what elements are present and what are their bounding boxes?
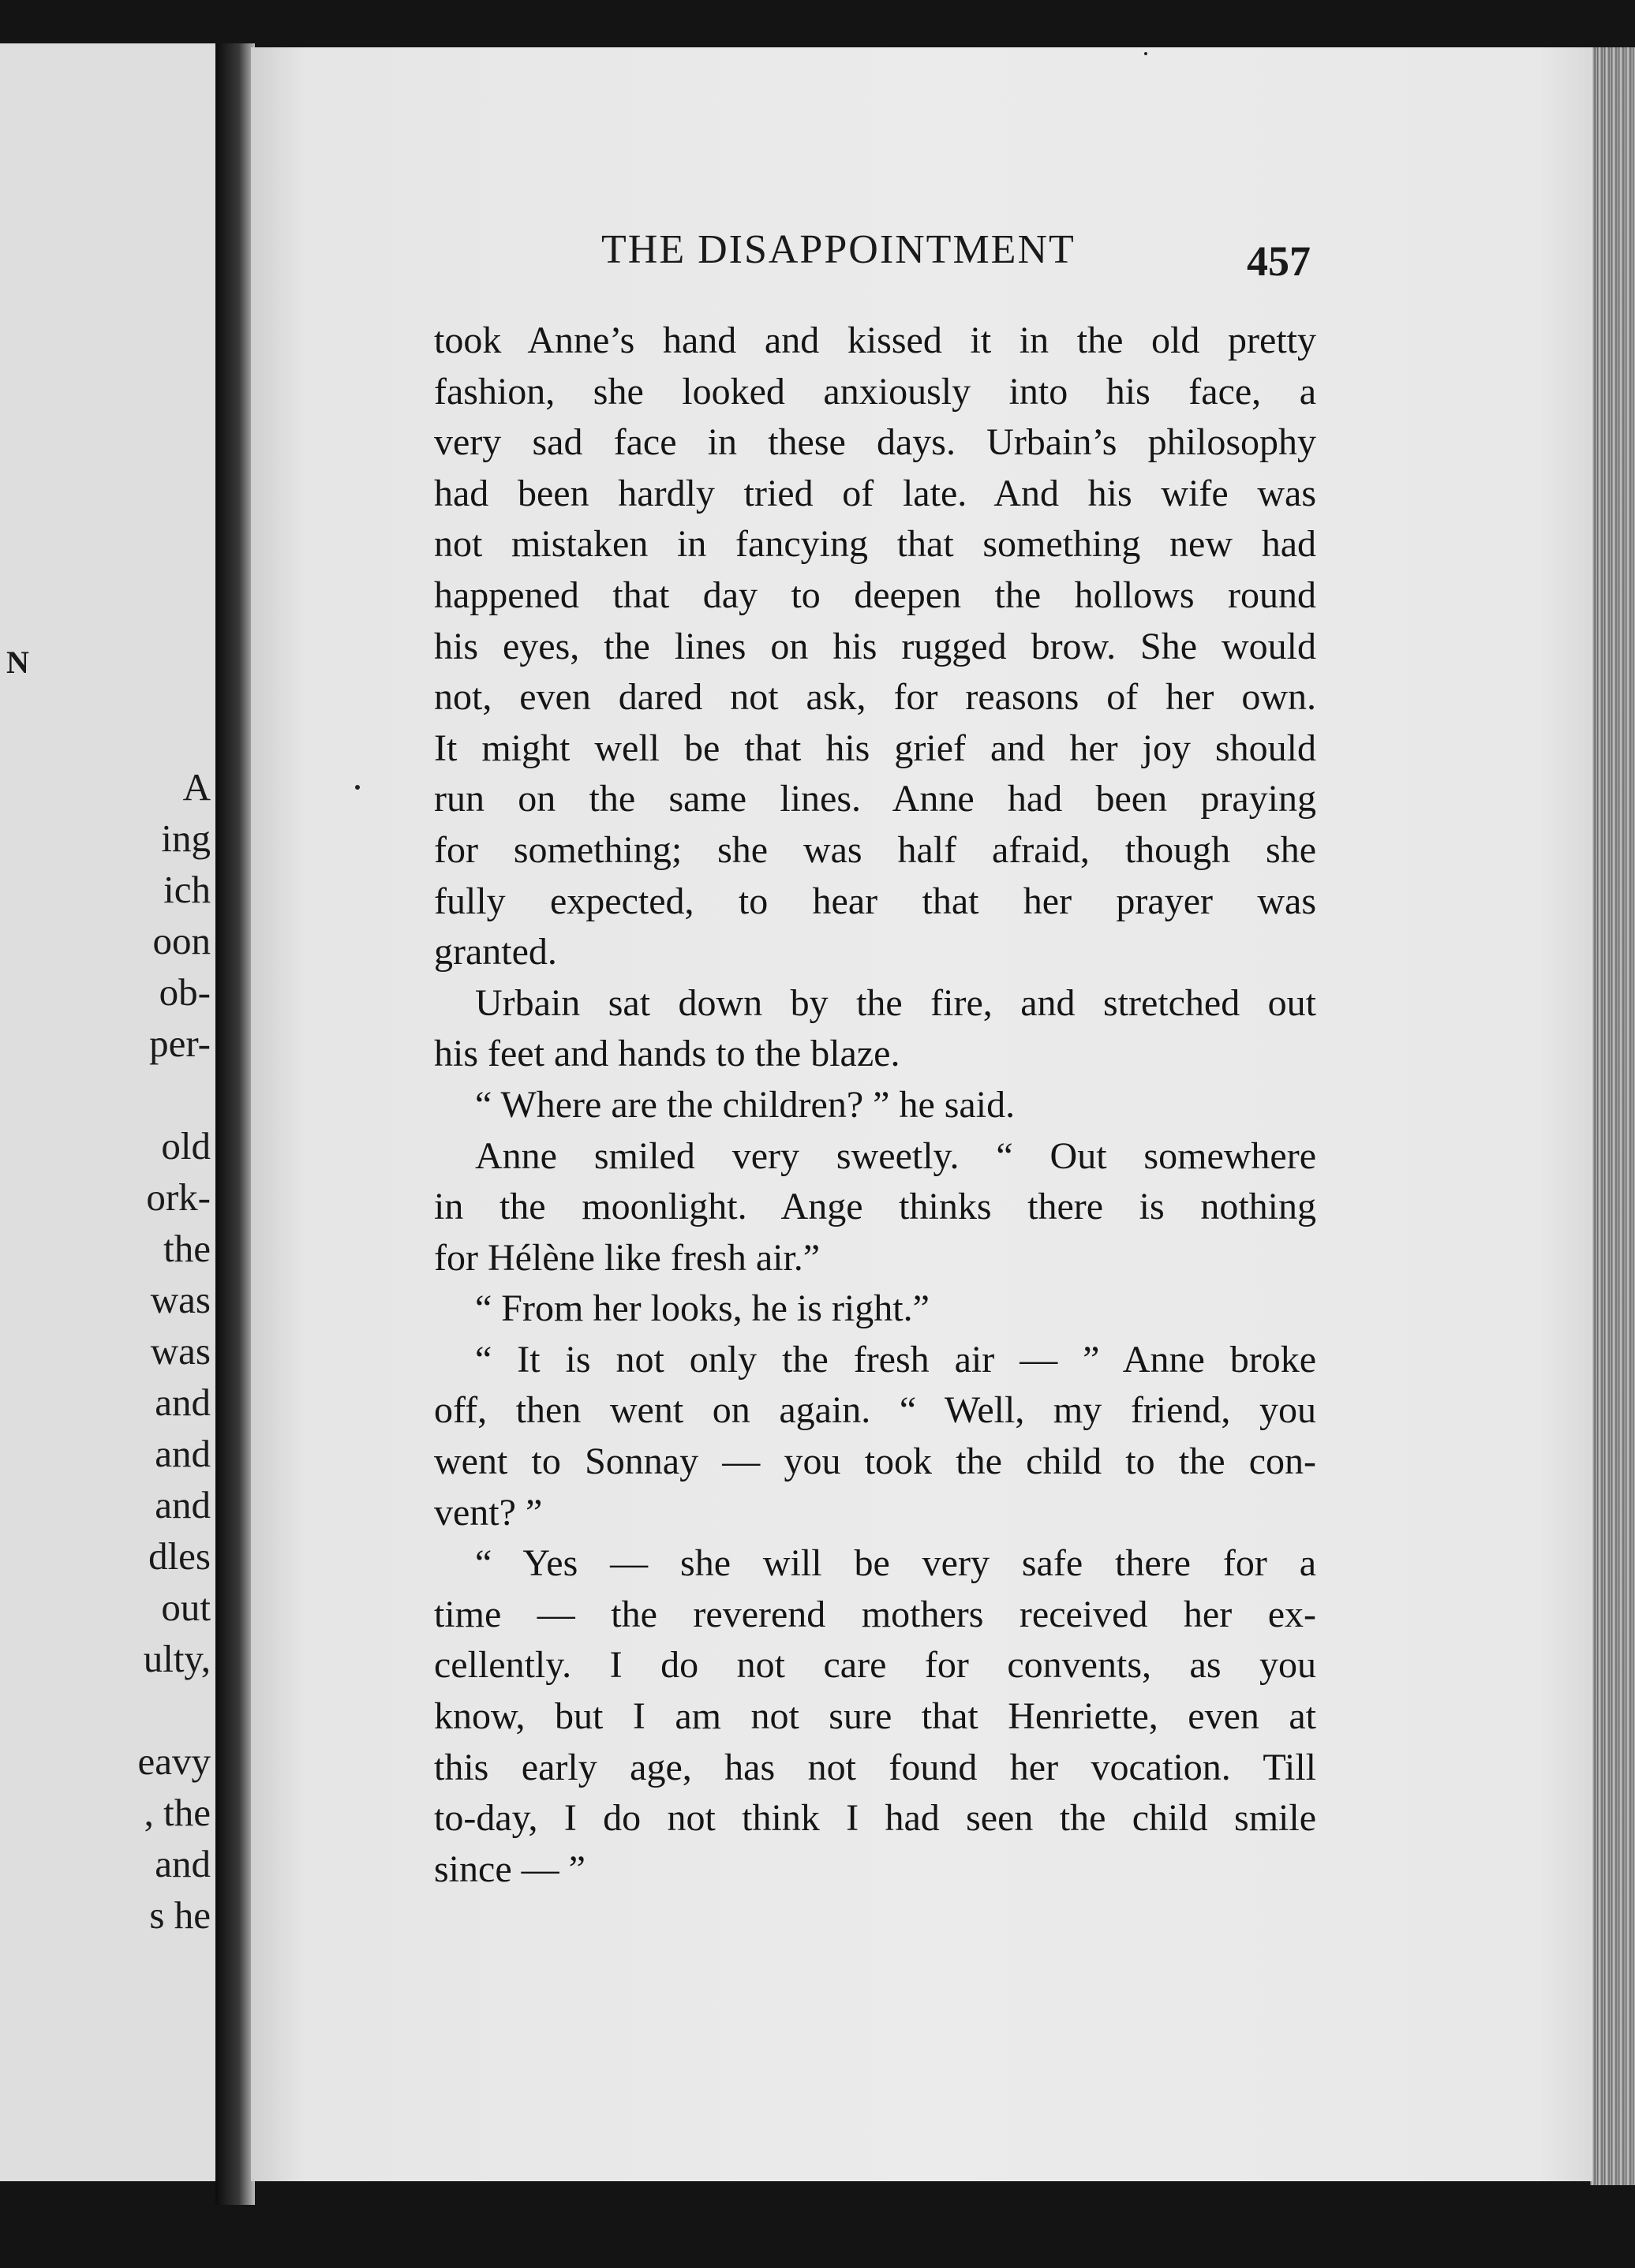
text-line: his eyes, the lines on his rugged brow. She would (434, 625, 1316, 667)
text-line: for Hélène like fresh air.” (434, 1236, 821, 1279)
text-line: Anne smiled very sweetly. “ Out somewhere (475, 1134, 1316, 1177)
text-line: off, then went on again. “ Well, my friend, you (434, 1389, 1316, 1432)
ink-speck (1144, 52, 1147, 55)
text-line: this early age, has not found her vocation. Till (434, 1746, 1316, 1788)
previous-page (0, 43, 217, 2181)
left-page-fragment: the (163, 1227, 211, 1270)
text-line: “ From her looks, he is right.” (475, 1287, 930, 1330)
text-line: very sad face in these days. Urbain’s philosophy (434, 421, 1316, 464)
text-line: granted. (434, 931, 557, 973)
text-line: “ It is not only the fresh air — ” Anne broke (475, 1338, 1316, 1381)
left-page-fragment: was (150, 1329, 211, 1373)
left-page-fragment: A (182, 765, 211, 809)
text-line: since — ” (434, 1848, 586, 1890)
text-line: for something; she was half afraid, though she (434, 828, 1316, 871)
page-number: 457 (1247, 237, 1311, 285)
left-page-fragment: was (150, 1278, 211, 1321)
left-page-fragment: ulty, (143, 1637, 211, 1680)
book-gutter (215, 43, 255, 2205)
text-line: “ Where are the children? ” he said. (475, 1083, 1016, 1126)
text-line: vent? ” (434, 1491, 543, 1534)
left-page-fragment: out (161, 1586, 211, 1629)
text-line: to-day, I do not think I had seen the child smile (434, 1797, 1316, 1840)
text-line: his feet and hands to the blaze. (434, 1033, 900, 1075)
left-page-fragment: old (161, 1124, 211, 1168)
text-line: cellently. I do not care for convents, as you (434, 1644, 1316, 1687)
text-line: know, but I am not sure that Henriette, even at (434, 1695, 1316, 1738)
text-line: “ Yes — she will be very safe there for a (475, 1542, 1316, 1585)
left-page-fragment: , the (144, 1791, 211, 1834)
left-page-fragment: eavy (137, 1739, 211, 1783)
left-page-fragment: dles (148, 1534, 211, 1578)
text-line: run on the same lines. Anne had been praying (434, 778, 1316, 820)
text-line: time — the reverend mothers received her ex- (434, 1593, 1316, 1635)
left-page-fragment: ob- (159, 970, 211, 1014)
left-page-fragment: N (6, 645, 29, 680)
left-page-fragment: and (155, 1432, 211, 1475)
left-page-fragment: ing (161, 816, 211, 860)
body-text (434, 316, 1316, 1895)
page-edges (1590, 47, 1635, 2185)
left-page-fragment: per- (149, 1022, 211, 1065)
left-page-fragment: oon (152, 919, 211, 962)
text-line: happened that day to deepen the hollows round (434, 574, 1316, 616)
left-page-fragment: and (155, 1842, 211, 1885)
running-head: THE DISAPPOINTMENT (601, 227, 1076, 272)
left-page-fragment: s he (149, 1893, 211, 1937)
left-page-fragment: and (155, 1483, 211, 1526)
left-page-fragment: ich (163, 868, 211, 911)
text-line: not, even dared not ask, for reasons of her own. (434, 676, 1316, 719)
text-line: in the moonlight. Ange thinks there is nothing (434, 1186, 1316, 1228)
text-line: took Anne’s hand and kissed it in the old pretty (434, 319, 1316, 361)
ink-speck (355, 785, 360, 790)
text-line: went to Sonnay — you took the child to the con- (434, 1440, 1316, 1483)
text-line: not mistaken in fancying that something new had (434, 523, 1316, 566)
left-page-fragment: and (155, 1381, 211, 1424)
text-line: had been hardly tried of late. And his wife was (434, 472, 1316, 514)
text-line: It might well be that his grief and her joy should (434, 727, 1316, 769)
left-page-fragment: ork- (146, 1175, 211, 1219)
text-line: fully expected, to hear that her prayer was (434, 880, 1316, 922)
text-line: Urbain sat down by the fire, and stretched out (475, 981, 1316, 1024)
text-line: fashion, she looked anxiously into his face, a (434, 370, 1316, 413)
